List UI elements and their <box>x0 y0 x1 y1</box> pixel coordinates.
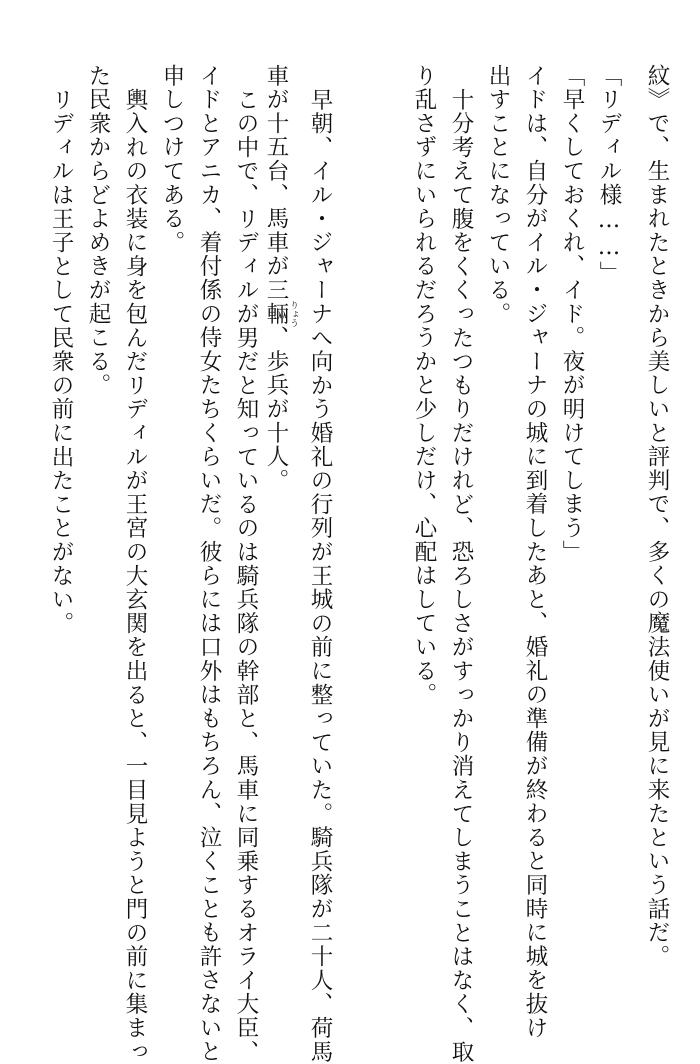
text-line-8: 早朝、イル・ジャーナへ向かう婚礼の行列が王城の前に整っていた。騎兵隊が二十人、荷馬 <box>307 88 333 1064</box>
text-line-12: 申しつけてある。 <box>159 64 185 255</box>
text-line-2: 「リディル様……」 <box>596 64 622 286</box>
ruby-ryou <box>263 300 298 328</box>
text-line-14: た民衆からどよめきが起こる。 <box>85 64 111 398</box>
text-line-3: 「早くしておくれ、イド。夜が明けてしまう」 <box>559 64 585 564</box>
text-line-7: り乱さずにいられるだろうかと少しだけ、心配はしている。 <box>411 64 437 707</box>
text-line-1: 紋》で、生まれたときから美しいと評判で、多くの魔法使いが見に来たという話だ。 <box>644 64 670 969</box>
text-line-13: 輿入れの衣装に身を包んだリディルが王宮の大玄関を出ると、一目見ようと門の前に集まっ <box>122 88 148 1064</box>
text-line-9 <box>263 64 298 964</box>
ruby-reading: りょう <box>288 300 298 328</box>
ruby-base: 輛 <box>263 300 289 328</box>
text-line-10: この中で、リディルが男だと知っているのは騎兵隊の幹部と、馬車に同乗するオライ大臣、 <box>233 88 259 1064</box>
text-line-5: 出すことになっている。 <box>485 64 511 326</box>
text-line-4: イドは、自分がイル・ジャーナの城に到着したあと、婚礼の準備が終わると同時に城を抜け <box>522 64 548 1040</box>
text-line-6: 十分考えて腹をくくったつもりだけれど、恐ろしさがすっかり消えてしまうことはなく、取 <box>448 88 474 1064</box>
text-line-9-part-1: 車が十五台、馬車が三 <box>263 64 289 302</box>
text-line-15: リディルは王子として民衆の前に出たことがない。 <box>48 88 74 636</box>
blank-line <box>372 64 402 964</box>
text-line-9-part-2: 、歩兵が十人。 <box>263 325 289 493</box>
text-line-11: イドとアニカ、着付係の侍女たちくらいだ。彼らには口外はもちろん、泣くことも許さないと <box>196 64 222 1064</box>
